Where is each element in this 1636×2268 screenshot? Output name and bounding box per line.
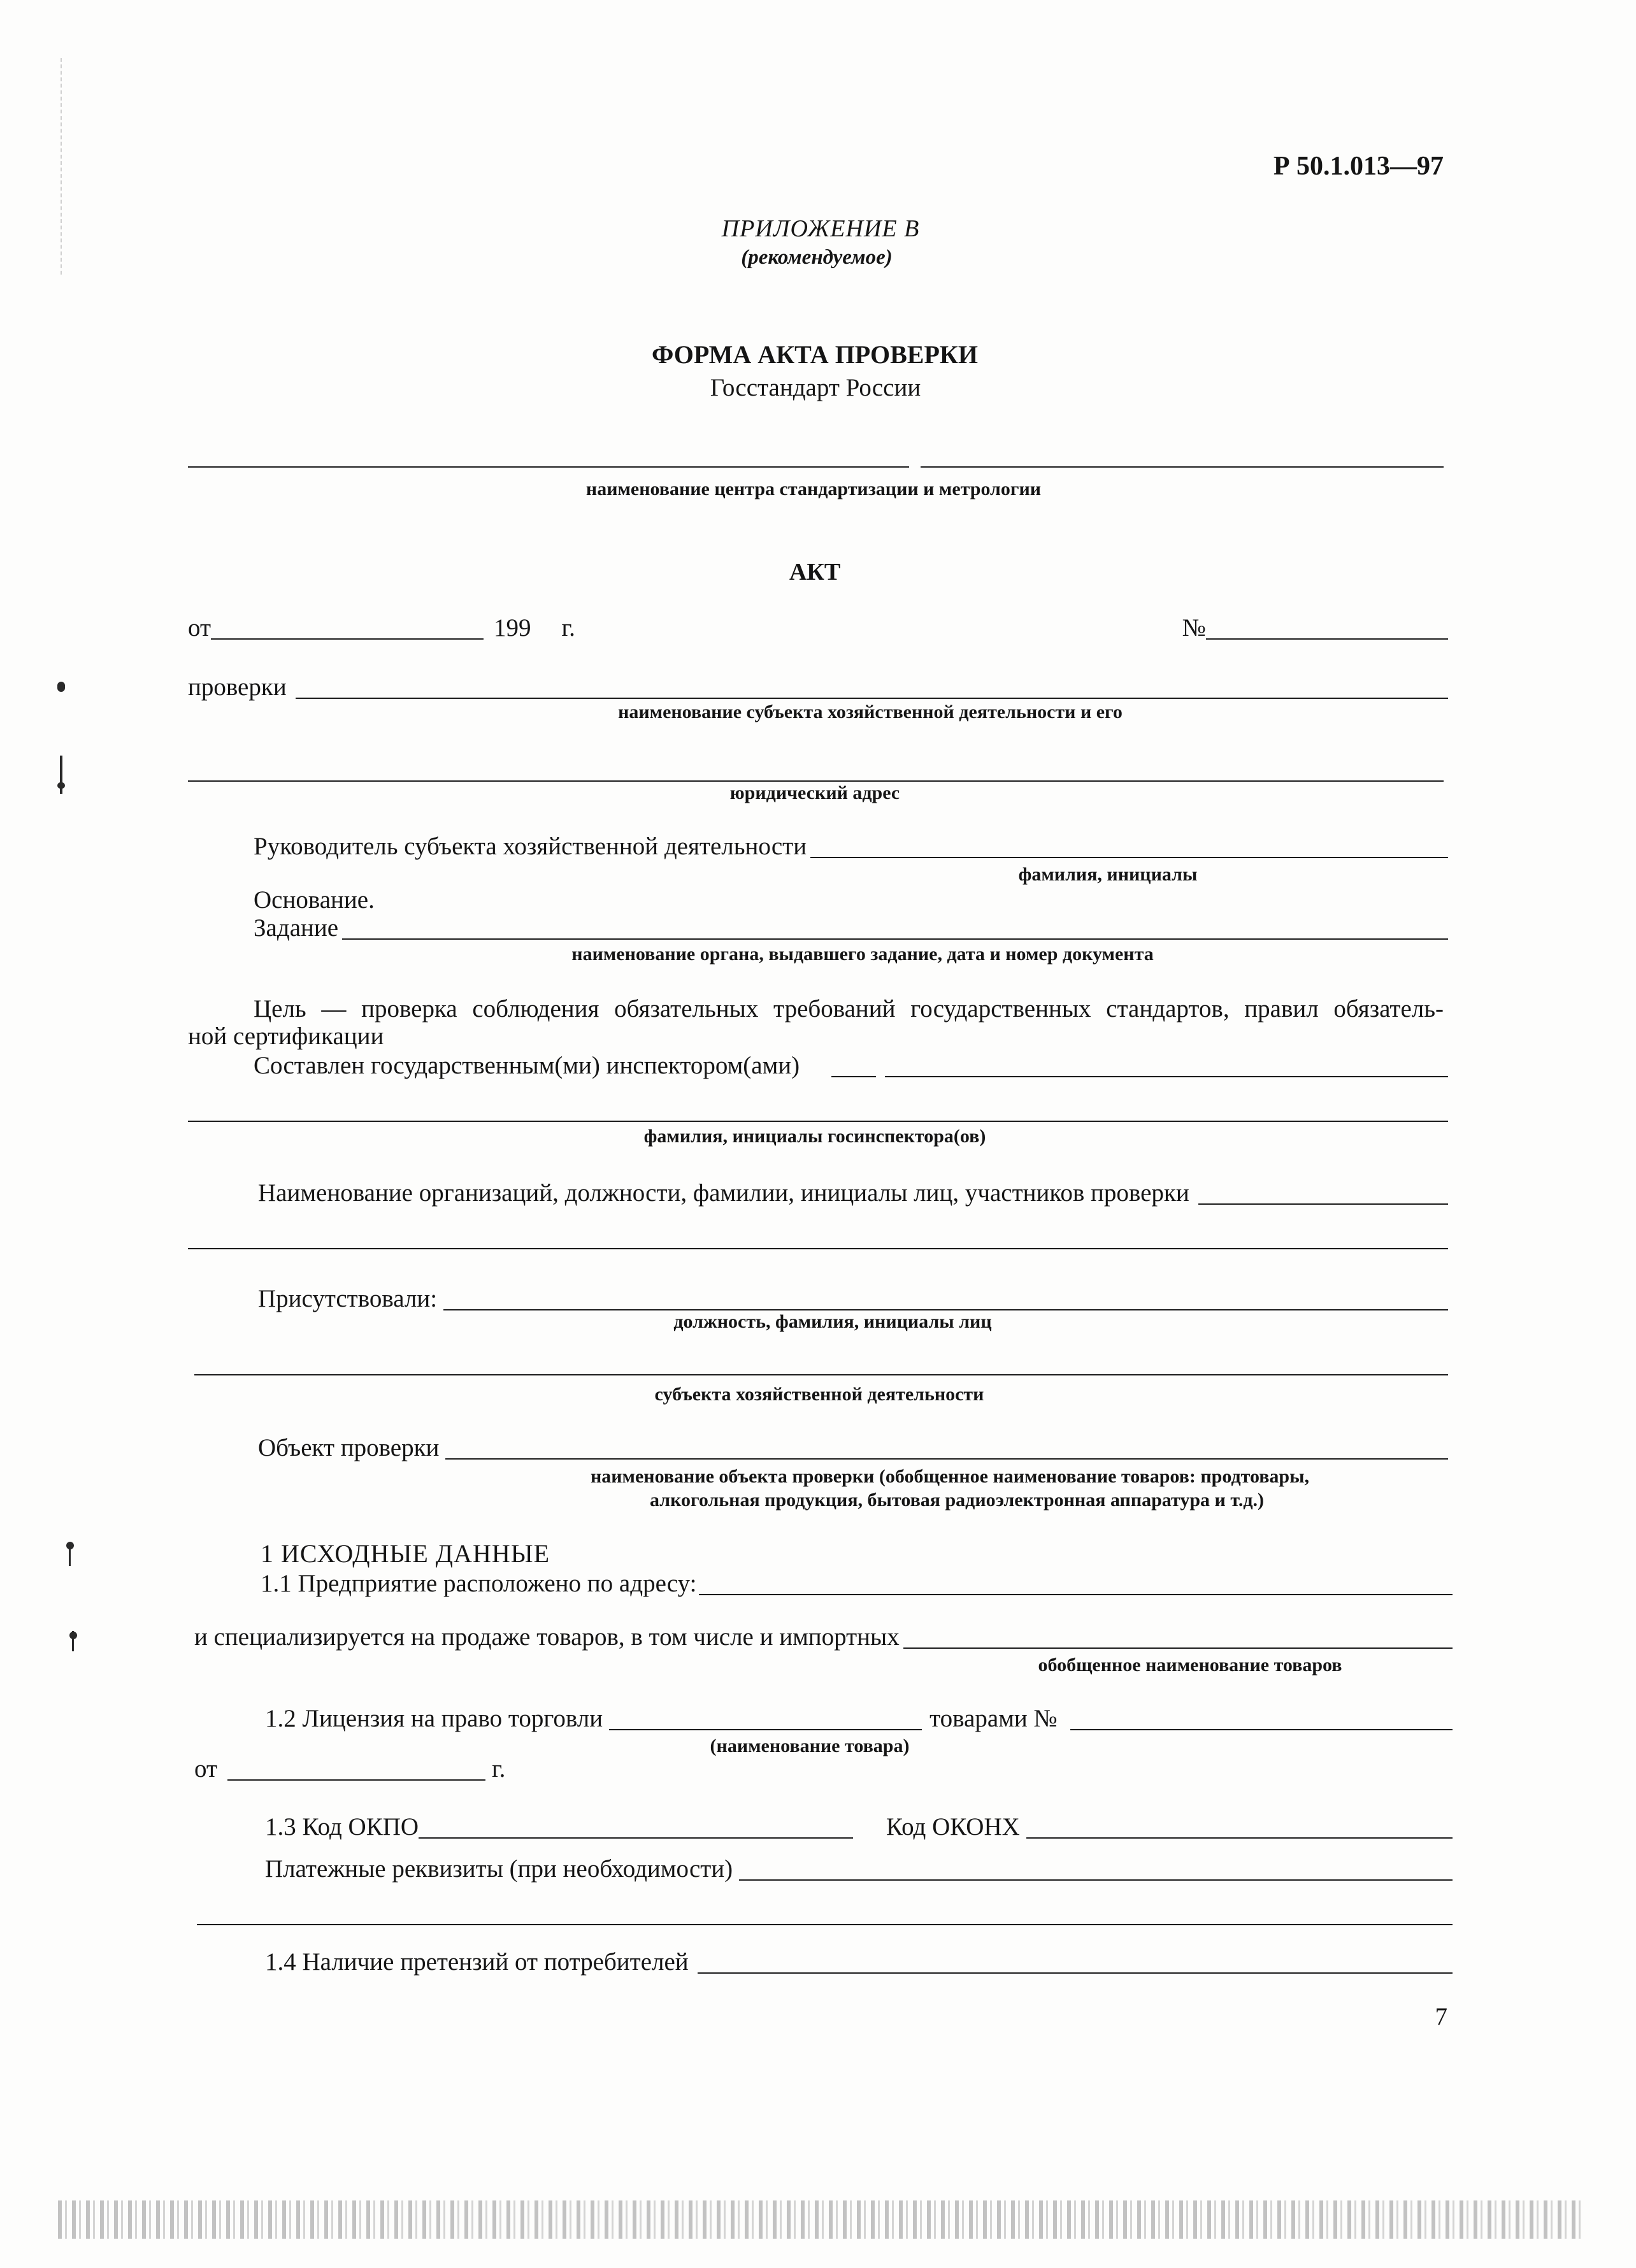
license-date-row (194, 1755, 505, 1784)
specialization-row (194, 1623, 1453, 1652)
act-date-row (188, 614, 1448, 643)
license-date-unit: г. (492, 1755, 506, 1783)
blank-line-participants-2 (188, 1248, 1448, 1249)
claims-row (265, 1948, 1453, 1977)
head-row (254, 832, 1448, 861)
basis-label: Основание. (254, 886, 375, 914)
object-label: Объект проверки (258, 1434, 440, 1461)
page-number: 7 (1435, 2003, 1447, 2030)
present-label: Присутствовали: (258, 1285, 438, 1312)
blank-line-object (445, 1458, 1448, 1460)
blank-line-okpo (419, 1837, 853, 1839)
act-title: АКТ (789, 559, 841, 585)
payment-row (265, 1855, 1453, 1884)
blank-line-okonh (1026, 1837, 1453, 1839)
address-row (261, 1569, 1453, 1598)
blank-line-center-name (188, 466, 909, 468)
task-label: Задание (254, 914, 339, 942)
codes-row (265, 1812, 1453, 1842)
blank-line-license-goods (609, 1729, 922, 1730)
subject-caption: наименование субъекта хозяйственной деятельности и его (618, 701, 1123, 722)
blank-line-enterprise-address (699, 1594, 1453, 1595)
claims-label: 1.4 Наличие претензий от потребителей (265, 1948, 689, 1976)
scan-noise-band (58, 2200, 1585, 2239)
participants-label: Наименование организаций, должности, фамилии, инициалы лиц, участников проверки (258, 1179, 1189, 1207)
blank-line-license-date (227, 1779, 485, 1781)
scan-artifact (69, 1547, 71, 1566)
appendix-title: ПРИЛОЖЕНИЕ В (721, 215, 920, 242)
date-prefix: от (188, 614, 212, 642)
address-label: 1.1 Предприятие расположено по адресу: (261, 1570, 697, 1597)
scan-artifact (57, 782, 65, 789)
blank-line-task (342, 938, 1448, 940)
scan-artifact (61, 58, 62, 275)
scan-artifact (57, 682, 65, 692)
blank-line-subject (296, 698, 1448, 699)
task-row (254, 914, 1448, 943)
inspectors-row (254, 1051, 1448, 1080)
blank-line-date (211, 638, 484, 640)
blank-line-number (1206, 638, 1448, 640)
okpo-label: 1.3 Код ОКПО (265, 1813, 419, 1841)
form-title: ФОРМА АКТА ПРОВЕРКИ (651, 340, 979, 369)
inspection-label: проверки (188, 673, 287, 701)
blank-line-payment (739, 1879, 1453, 1881)
inspection-row (188, 673, 1448, 702)
address-caption: юридический адрес (729, 782, 900, 803)
specialization-label: и специализируется на продаже товаров, в том числе и импортных (194, 1623, 900, 1651)
license-date-prefix: от (194, 1755, 218, 1783)
blank-line-head (810, 857, 1448, 858)
blank-line-inspectors-2 (188, 1121, 1448, 1122)
object-caption: наименование объекта проверки (обобщенное наименование товаров: продтовары, (590, 1466, 1310, 1487)
agency-name: Госстандарт России (710, 374, 921, 401)
document-code: Р 50.1.013—97 (1273, 152, 1444, 181)
blank-line-specialization (903, 1647, 1453, 1649)
year-prefix: 199 (494, 614, 531, 642)
blank-line-present-2 (194, 1374, 1448, 1375)
blank-line-claims (698, 1972, 1453, 1974)
head-label: Руководитель субъекта хозяйственной деятельности (254, 833, 807, 860)
blank-line-payment-2 (197, 1924, 1453, 1925)
blank-line-inspectors-short (831, 1076, 876, 1077)
center-name-caption: наименование центра стандартизации и метрологии (585, 478, 1042, 499)
okonh-label: Код ОКОНХ (886, 1813, 1020, 1841)
scan-artifact (72, 1631, 74, 1651)
present-caption-continued: субъекта хозяйственной деятельности (654, 1384, 984, 1405)
head-caption: фамилия, инициалы (1018, 864, 1198, 885)
inspectors-caption: фамилия, инициалы госинспектора(ов) (643, 1126, 986, 1147)
appendix-note: (рекомендуемое) (741, 246, 893, 269)
object-row (258, 1433, 1448, 1463)
object-caption-continued: алкогольная продукция, бытовая радиоэлектронная аппаратура и т.д.) (650, 1489, 1264, 1511)
task-caption: наименование органа, выдавшего задание, дата и номер документа (571, 944, 1154, 965)
blank-line-center-name (921, 466, 1444, 468)
blank-line-license-number (1070, 1729, 1453, 1730)
blank-line-participants (1198, 1203, 1448, 1205)
year-unit: г. (561, 614, 575, 642)
number-sign: № (1182, 614, 1206, 642)
purpose-text: Цель — проверка соблюдения обязательных требований государственных стандартов, правил обязатель- (254, 995, 1444, 1023)
license-row (265, 1704, 1453, 1733)
license-goods-label: товарами № (929, 1705, 1058, 1732)
purpose-text-continued: ной сертификации (188, 1023, 384, 1050)
license-goods-caption: (наименование товара) (710, 1735, 910, 1756)
section-heading: 1 ИСХОДНЫЕ ДАННЫЕ (261, 1539, 550, 1568)
license-label: 1.2 Лицензия на право торговли (265, 1705, 603, 1732)
blank-line-inspectors (885, 1076, 1448, 1077)
present-row (258, 1284, 1448, 1314)
specialization-caption: обобщенное наименование товаров (1038, 1654, 1342, 1676)
payment-label: Платежные реквизиты (при необходимости) (265, 1855, 733, 1883)
present-caption: должность, фамилия, инициалы лиц (673, 1311, 992, 1332)
inspectors-label: Составлен государственным(ми) инспектором(ами) (254, 1052, 800, 1079)
participants-row (258, 1179, 1448, 1208)
